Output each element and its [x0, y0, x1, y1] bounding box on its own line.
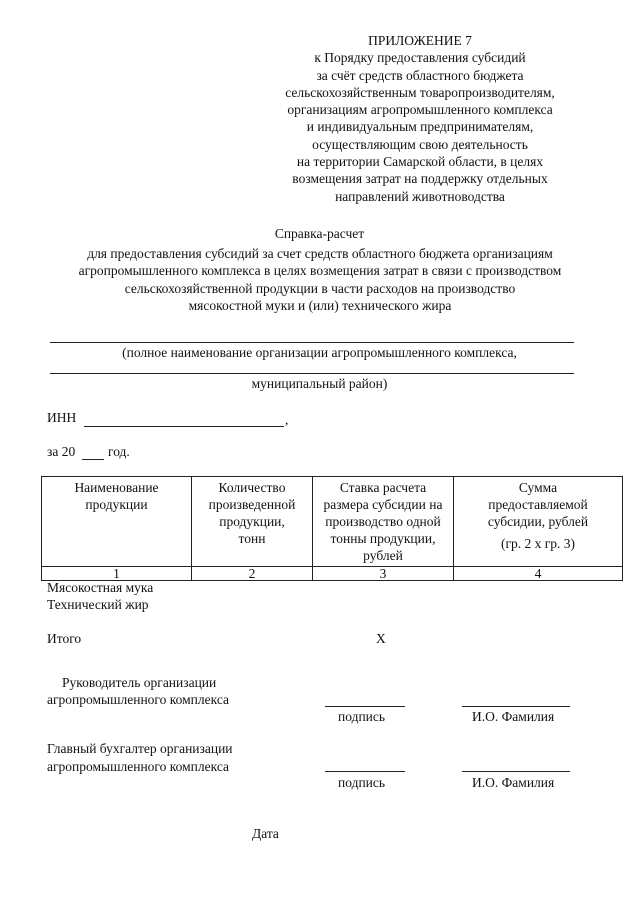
total-mark: Х — [376, 631, 386, 646]
row-meat-bone-meal: Мясокостная мука — [47, 580, 154, 595]
column-number: 1 — [42, 567, 192, 581]
document-subtitle — [30, 245, 610, 314]
column-number: 3 — [313, 567, 454, 581]
table-header-row — [42, 477, 623, 567]
row-technical-fat: Технический жир — [47, 597, 149, 612]
header-text: тонны продукции, — [330, 531, 436, 546]
org-district-hint: муниципальный район) — [251, 376, 388, 391]
appendix-block — [270, 32, 570, 205]
signature-line — [325, 771, 405, 772]
subtitle-line: агропромышленного комплекса в целях возмещения затрат в связи с производством — [78, 263, 562, 279]
header-text: (гр. 2 х гр. 3) — [500, 536, 576, 551]
appendix-line: организациям агропромышленного комплекса — [287, 102, 553, 118]
inn-field-line — [84, 426, 284, 427]
header-cell-quantity — [192, 477, 313, 567]
year-field-line — [82, 459, 104, 460]
total-label: Итого — [47, 631, 82, 646]
column-number: 2 — [192, 567, 313, 581]
appendix-line: направлений животноводства — [335, 188, 505, 204]
signature-line — [325, 706, 405, 707]
appendix-line: и индивидуальным предпринимателям, — [306, 119, 534, 135]
appendix-line: сельскохозяйственным товаропроизводителям, — [285, 84, 555, 100]
year-prefix: за 20 — [47, 444, 76, 459]
header-text: продукции, — [219, 514, 285, 529]
name-caption: И.О. Фамилия — [472, 709, 555, 724]
header-cell-product — [42, 477, 192, 567]
signer-title-line: агропромышленного комплекса — [47, 692, 229, 707]
header-text: Наименование — [74, 480, 159, 495]
appendix-heading: ПРИЛОЖЕНИЕ 7 — [368, 33, 472, 48]
header-text: Сумма — [518, 480, 558, 495]
signer-title-line: Руководитель организации — [62, 675, 217, 690]
header-text: субсидии, рублей — [487, 514, 589, 529]
header-text: продукции — [85, 497, 148, 512]
date-label: Дата — [252, 826, 279, 841]
header-text: Количество — [218, 480, 286, 495]
subtitle-line: для предоставления субсидий за счет средств областного бюджета организациям — [87, 246, 553, 261]
header-text: производство одной — [325, 514, 441, 529]
header-text: рублей — [363, 548, 403, 563]
org-name-hint: (полное наименование организации агропромышленного комплекса, — [122, 345, 517, 360]
name-caption: И.О. Фамилия — [472, 775, 555, 790]
appendix-line: к Порядку предоставления субсидий — [314, 50, 526, 66]
org-district-line — [50, 373, 574, 374]
subtitle-line: мясокостной муки и (или) технического жира — [188, 297, 452, 313]
header-text: Ставка расчета — [339, 480, 427, 495]
column-number: 4 — [454, 567, 623, 581]
inn-label: ИНН — [47, 410, 77, 425]
header-text: предоставляемой — [488, 497, 588, 512]
header-text: тонн — [238, 531, 266, 546]
inn-comma: , — [285, 412, 289, 427]
appendix-line: возмещения затрат на поддержку отдельных — [292, 171, 548, 187]
header-cell-sum — [454, 477, 623, 567]
appendix-line: осуществляющим свою деятельность — [312, 136, 528, 152]
signer-title-line: Главный бухгалтер организации — [47, 741, 233, 756]
subsidy-table — [41, 476, 623, 581]
signer-title-line: агропромышленного комплекса — [47, 759, 229, 774]
header-text: произведенной — [208, 497, 296, 512]
appendix-line: на территории Самарской области, в целях — [296, 154, 544, 170]
org-name-line — [50, 342, 574, 343]
signature-caption: подпись — [338, 709, 386, 724]
year-suffix: год. — [108, 444, 130, 459]
appendix-line: за счёт средств областного бюджета — [316, 67, 524, 83]
header-text: размера субсидии на — [323, 497, 443, 512]
subtitle-line: сельскохозяйственной продукции в части расходов на производство — [124, 280, 516, 296]
document-title: Справка-расчет — [274, 226, 365, 241]
column-number-row — [42, 567, 623, 581]
header-cell-rate — [313, 477, 454, 567]
signature-caption: подпись — [338, 775, 386, 790]
name-line — [462, 706, 570, 707]
name-line — [462, 771, 570, 772]
